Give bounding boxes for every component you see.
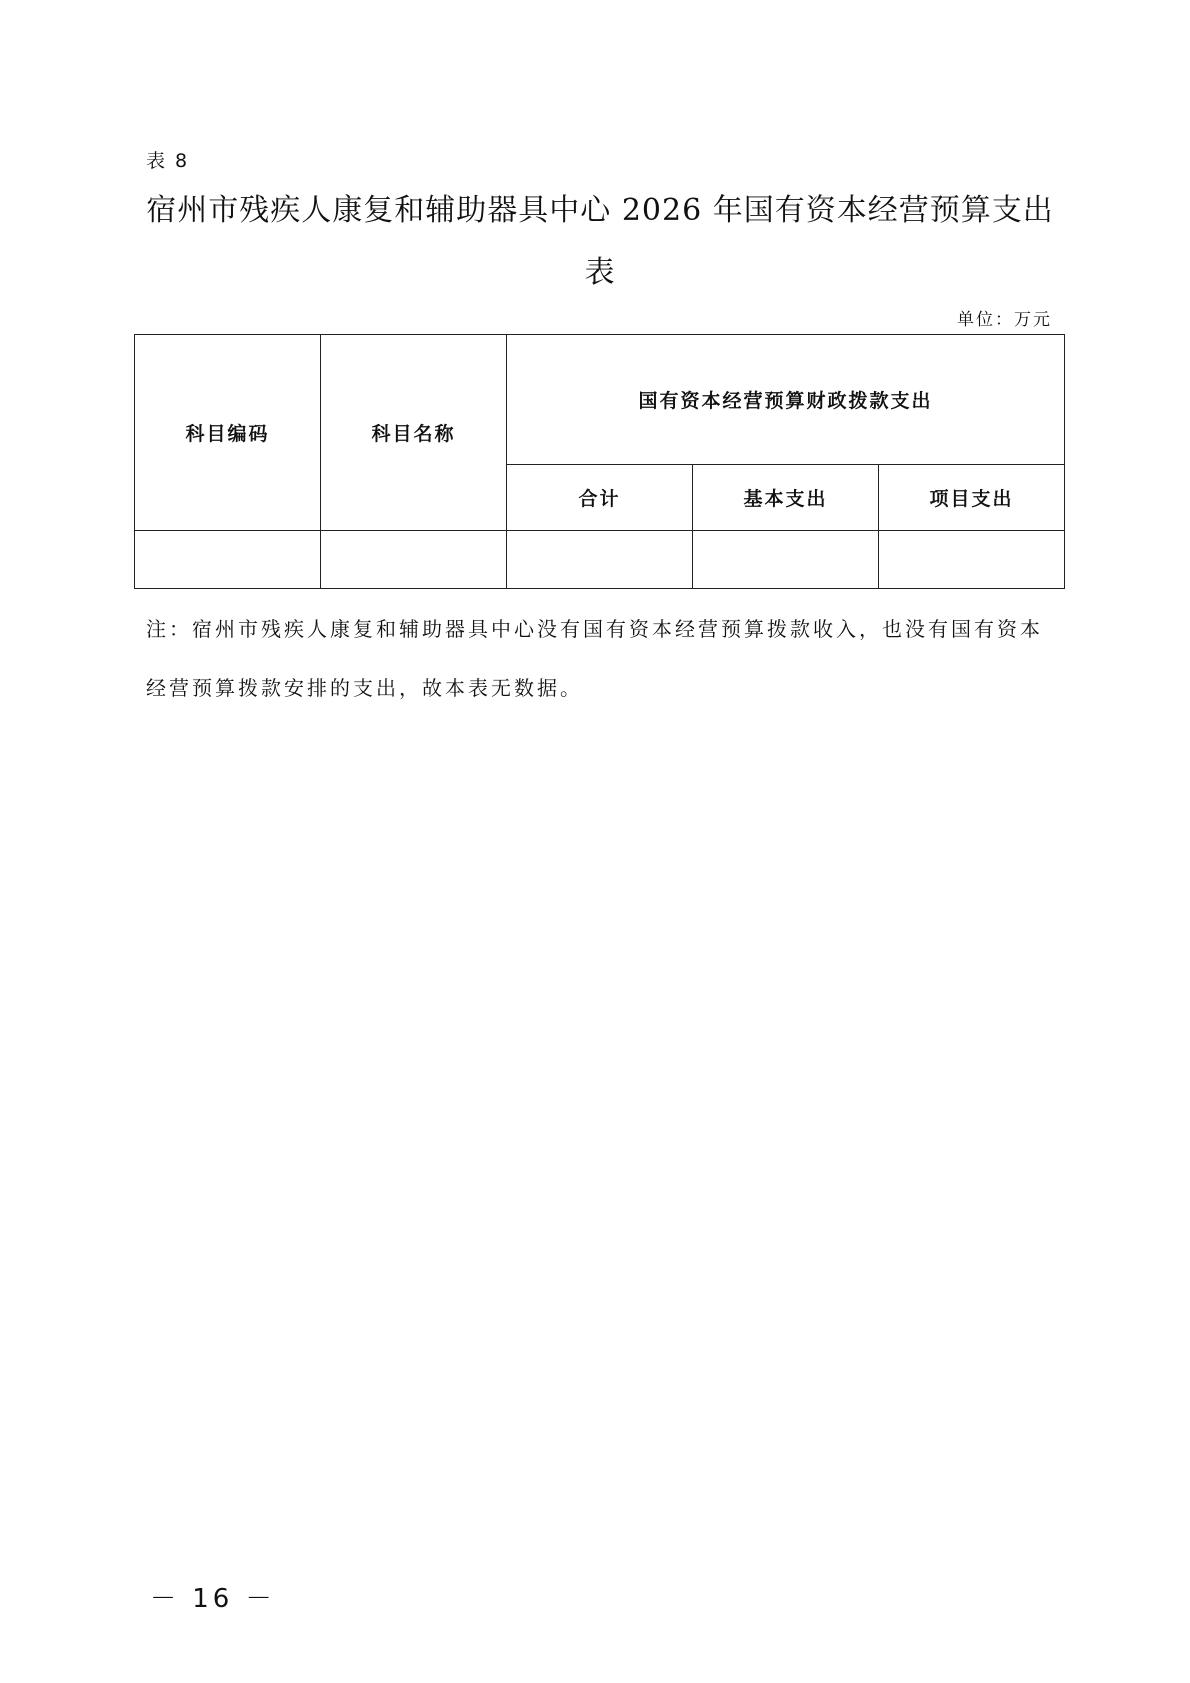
page-number: － 16 － xyxy=(150,1584,276,1614)
unit-label: 单位：万元 xyxy=(957,310,1052,330)
budget-table xyxy=(134,334,1065,589)
header-total: 合计 xyxy=(507,465,693,531)
header-state-capital-expenditure: 国有资本经营预算财政拨款支出 xyxy=(507,335,1065,465)
cell-total xyxy=(507,531,693,589)
cell-subject-name xyxy=(321,531,507,589)
header-subject-name: 科目名称 xyxy=(321,335,507,531)
header-subject-code: 科目编码 xyxy=(135,335,321,531)
page-title: 宿州市残疾人康复和辅助器具中心 2026 年国有资本经营预算支出表 xyxy=(146,193,1054,290)
table-note: 注：宿州市残疾人康复和辅助器具中心没有国有资本经营预算拨款收入，也没有国有资本经营预算拨款安排的支出，故本表无数据。 xyxy=(146,617,1043,700)
cell-basic-expenditure xyxy=(693,531,879,589)
cell-subject-code xyxy=(135,531,321,589)
table-row xyxy=(135,531,1065,589)
cell-project-expenditure xyxy=(879,531,1065,589)
header-project-expenditure: 项目支出 xyxy=(879,465,1065,531)
header-basic-expenditure: 基本支出 xyxy=(693,465,879,531)
table-label: 表 8 xyxy=(146,150,190,172)
table-header-row xyxy=(135,335,1065,465)
